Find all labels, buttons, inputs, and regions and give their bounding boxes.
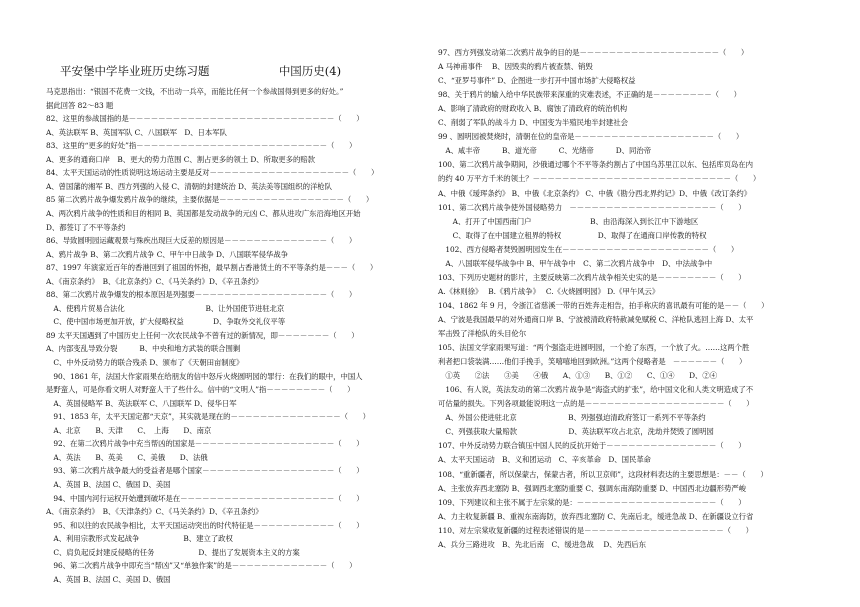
text-line: 99 、圆明园被焚烧时，清朝在位的皇帝是－－－－－－－－－－－－－－－－－－－（ ） bbox=[438, 132, 744, 142]
text-line: A、鸦片战争 B、第二次鸦片战争 C、甲午中日战争 D、八国联军侵华战争 bbox=[46, 249, 288, 259]
text-line: 93、第二次鸦片战争最大的受益者是哪个国家－－－－－－－－－－－－－－－－－－（ ） bbox=[46, 466, 364, 476]
text-line: 104、1862 年 9 月，令浙江省慈溪一带的百姓奔走相告，拍手称庆的喜讯最有可能的是－－（ ） bbox=[438, 300, 769, 310]
text-line: 85 第二次鸦片战争爆发鸦片战争的继续，主要依据是－－－－－－－－－－－－－－－－－（ ） bbox=[46, 195, 374, 205]
text-line: 101、第二次鸦片战争使外国侵略势力 －－－－－－－－－－－－－－－－－－－－（ ） bbox=[438, 202, 746, 212]
text-line: A、咸丰帝 B、道光帝 C、光绪帝 D、同治帝 bbox=[438, 146, 652, 156]
text-line: A、英国 B、法国 C、美国 D、俄国 bbox=[46, 574, 171, 584]
text-line: 96、第二次鸦片战争中即充当“帮凶”又“单独作案”的是－－－－－－－－－－－－－（ ） bbox=[46, 561, 357, 571]
text-line: 83、这里的“更多的好处”指－－－－－－－－－－－－－－－－－－－－－－－－－－（ ） bbox=[46, 141, 357, 151]
text-line: 82、这里的参战国指的是－－－－－－－－－－－－－－－－－－－－－－－－－－－－（ ） bbox=[46, 114, 364, 124]
text-line: 106、有人说，英法发动的第二次鸦片战争是“海盗式的扩张”，给中国文化和人类文明造成了不 bbox=[438, 385, 754, 395]
text-line: 95、和以往的农民战争相比，太平天国运动突出的时代特征是－－－－－－－－－－－（ ） bbox=[46, 520, 364, 530]
text-line: 军击毁了洋枪队的头目伦尔 bbox=[438, 329, 527, 338]
text-line: 97、西方列强发动第二次鸦片战争的目的是－－－－－－－－－－－－－－－－－－－（ ） bbox=[438, 48, 749, 57]
text-line: A、中俄《瑷珲条约》 B、中俄《北京条约》 C、中俄《勘分西北界约记》D、中俄《改订条约》 bbox=[438, 188, 752, 198]
text-line: 103、下列历史题材的影片，主要反映第二次鸦片战争相关史实的是－－－－－－－－（ ） bbox=[438, 272, 746, 282]
text-line: A、利用宗教形式发起战争 B、建立了政权 bbox=[46, 534, 233, 544]
text-line: 91、1853 年，太平天国定都“天京”，其实就是现在的－－－－－－－－－－－－－－－（ ） bbox=[46, 412, 370, 422]
text-line: A、更多的通商口岸 B、更大的势力范围 C、割占更多的领土 D、所取更多的赔款 bbox=[46, 154, 315, 164]
text-line: A、影响了清政府的财政收入 B、腐蚀了清政府的统治机构 bbox=[438, 104, 628, 114]
text-line: 86、导致圆明园运藏观景与殊疾出现巨大反差的原因是－－－－－－－－－－－－－－（ ） bbox=[46, 236, 357, 246]
text-line: A、兵分三路进攻 B、先北后南 C、缓进急战 D、先西后东 bbox=[438, 539, 646, 549]
page-subtitle: 中国历史(4) bbox=[278, 64, 342, 78]
text-line: ①英 ②法 ③美 ④俄 A、①③ B、①② C、①④ D、②④ bbox=[438, 371, 718, 381]
text-line: 87、1997 年演家近百年的香港回到了祖国的怀抱，最早割占香港赁土的不平等条约是－－－（ ） bbox=[46, 263, 378, 273]
text-line: C、削弱了军队的战斗力 D、中国变为半殖民地半封建社会 bbox=[438, 118, 628, 128]
text-line: A、曾国藩的湘军 B、西方列强的入侵 C、清朝的封建统治 D、英法美等国组织的洋枪队 bbox=[46, 181, 332, 191]
text-line: A、力主收复新疆 B、重视东南海防，放弃西北塞防 C、先南后北，缓进急战 D、在新疆设立行省 bbox=[438, 511, 754, 521]
text-line: 可估量的损失。下列各项最能说明这一点的是－－－－－－－－－－－－－－－－－－－（ ） bbox=[438, 399, 754, 409]
text-line: A、宁波是我国最早的对外通商口岸 B、宁波被清政府特赦减免赋税 C、洋枪队逃回上海 D、太平 bbox=[438, 314, 754, 324]
text-line: 110、对左宗棠收复新疆的过程表述错误的是－－－－－－－－－－－－－－－－－－－（ ） bbox=[438, 525, 753, 535]
text-line: 107、中外反动势力联合镇压中国人民的反抗开始于－－－－－－－－－－－－－－－（ ） bbox=[438, 441, 746, 451]
text-line: 89 太平天国遇到了中国历史上任何一次农民战争不曾有过的新情况，即－－－－－－－（ ） bbox=[46, 330, 359, 340]
page-title-line bbox=[60, 63, 341, 79]
text-line: A、英国 B、法国 C、俄国 D、美国 bbox=[46, 479, 171, 489]
text-line: A、英法联军 B、英国军队 C、八国联军 D、日本军队 bbox=[46, 127, 227, 137]
text-line: A、英国侵略军 B、英法联军 C、八国联军 D、侵华日军 bbox=[46, 398, 237, 408]
text-line: A、《南京条约》 B、《天津条约》C、《马关条约》D、《辛丑条约》 bbox=[46, 507, 263, 517]
text-line: 利者把口袋装满……他们手挽手，笑嘻嘻地回到欧洲。”这两个侵略者是 －－－－－－（ ） bbox=[438, 357, 747, 367]
text-line: 马克思指出：“银国不花费一文钱，不出动一兵卒，而能比任何一个参战国得到更多的好处。” bbox=[46, 87, 344, 96]
text-line: 90、1861 年，法国大作家雨果在给朋友的信中怒斥火烧圆明园的罪行：在我们的眼中，中国人 bbox=[46, 371, 363, 381]
text-line: 98、关于鸦片的输入给中华民族带来深重的灾难表述，不正确的是－－－－－－－－（ ） bbox=[438, 90, 741, 100]
text-line: D、都签订了不平等条约 bbox=[46, 222, 126, 232]
page-title: 平安堡中学毕业班历史练习题 bbox=[60, 64, 210, 78]
text-line: 是野蛮人，可是你看文明人对野蛮人干了些什么。信中的“文明人”指－－－－－－－－（ ） bbox=[46, 385, 355, 395]
text-line: A、英法 B、英美 C、美俄 D、法俄 bbox=[46, 452, 208, 462]
text-line: C、列强获取大量赔款 D、英法联军攻占北京，洗劫并焚毁了圆明园 bbox=[438, 427, 714, 437]
text-line: A、内部变乱导致分裂 B、中央和地方武装的联合围剿 bbox=[46, 344, 241, 354]
text-line: 88、第二次鸦片战争爆发的根本原因是列强要－－－－－－－－－－－－－－－－－－（ ） bbox=[46, 290, 357, 300]
text-line: A、八国联军侵华战争中 B、甲午战争中 C、第二次鸦片战争中 D、中法战争中 bbox=[438, 258, 713, 268]
text-line: A、使鸦片贸易合法化 B、让外国使节进驻北京 bbox=[46, 303, 285, 313]
text-line: A、两次鸦片战争的性质和目的相同 B、英国都是发动战争的元凶 C、都从进攻广东沿海地区开始 bbox=[46, 208, 361, 218]
text-line: 据此回答 82～83 题 bbox=[46, 100, 114, 110]
text-line: A、打开了中国西南门户 B、由沿海深入到长江中下游地区 bbox=[438, 216, 699, 226]
text-line: A 马神甫事件 B、因毁卖的鸦片被查禁、销毁 bbox=[438, 62, 593, 72]
text-line: 的约 40 万平方千米的领土？－－－－－－－－－－－－－－－－－－－－－－－－－－－（ ） bbox=[438, 174, 761, 184]
text-line: A.《林则徐》 B.《鸦片战争》 C.《火烧圆明园》 D.《甲午风云》 bbox=[438, 286, 660, 296]
text-line: C、取得了在中国建立租界的特权 D、取得了在通商口岸传教的特权 bbox=[438, 230, 707, 240]
text-line: 94、中国内河行运权开始遭到破坏是在－－－－－－－－－－－－－－－－－－－－－（ ） bbox=[46, 493, 364, 503]
text-line: 92、在第二次鸦片战争中充当帮凶的国家是－－－－－－－－－－－－－－－－－－－（ ） bbox=[46, 439, 364, 449]
text-line: 105、法国文学家雨果写道：“两个强盗走进圆明园，一个抢了东西，一个放了火。……这两个胜 bbox=[438, 343, 750, 353]
text-line: C、使中国市场更加开放，扩大侵略权益 D、争取外交礼仪平等 bbox=[46, 317, 286, 327]
text-line: A、北京 B、天津 C、 上海 D、南京 bbox=[46, 425, 212, 435]
text-line: C、肩负起反封建反侵略的任务 D、提出了发展资本主义的方案 bbox=[46, 547, 300, 557]
text-line: A、《南京条约》 B、《北京条约》C、《马关条约》D、《辛丑条约》 bbox=[46, 276, 263, 286]
text-line: 84、太平天国运动的性质说明这场运动主要是反对－－－－－－－－－－－－－－－－－－－（ ） bbox=[46, 168, 379, 178]
text-line: A、太平天国运动 B、义和团运动 C、辛亥革命 D、国民革命 bbox=[438, 455, 652, 465]
text-line: 108、“重新疆者，所以保蒙古，保蒙古者，所以卫京师”，这段材料表达的主要思想是：－－（ ） bbox=[438, 469, 768, 479]
text-line: C、“亚罗号事件” D、企图进一步打开中国市场扩大侵略权益 bbox=[438, 76, 636, 86]
text-line: C、中外反动势力的联合残杀 D、颁布了《天朝田亩制度》 bbox=[46, 358, 244, 367]
text-line: A、外国公使进驻北京 B、列强强迫清政府签订一系列不平等条约 bbox=[438, 413, 706, 423]
text-line: 109、下列建议和主张不属于左宗棠的是：－－－－－－－－－－－－－－－－－－－（ ） bbox=[438, 497, 746, 507]
text-line: 102、西方侵略者焚毁圆明园发生在－－－－－－－－－－－－－－－－－－－－（ ） bbox=[438, 244, 739, 254]
text-line: 100、第二次鸦片战争期间，沙俄通过哪个不平等条约割占了中国乌苏里江以东、包括库页岛在内 bbox=[438, 160, 753, 170]
text-line: A、主张放弃西北塞防 B、强调西北塞防重要 C、强调东南海防重要 D、中国西北边疆形势严峻 bbox=[438, 483, 746, 493]
